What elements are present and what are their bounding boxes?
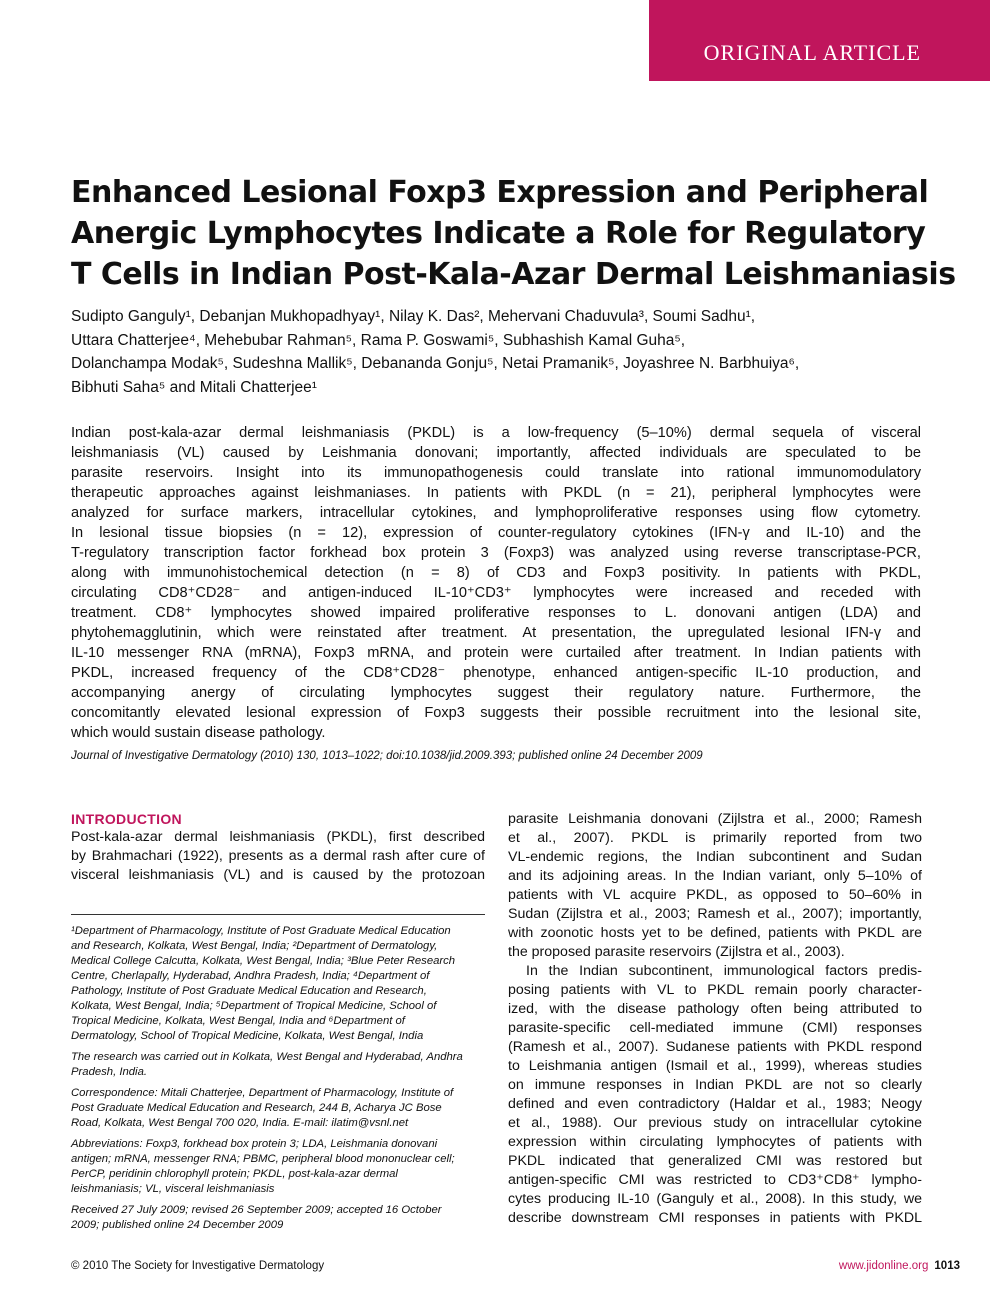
- footnote-line: Abbreviations: Foxp3, forkhead box protein 3; LDA, Leishmania donovani: [71, 1138, 438, 1150]
- body-line: et al., 2007). PKDL is primarily reported from two: [508, 830, 922, 846]
- article-title: [71, 172, 956, 295]
- footnote-line: Pradesh, India.: [71, 1066, 147, 1078]
- abstract-line: treatment. CD8⁺ lymphocytes showed impaired proliferative responses to L. donovani antigen (LDA) and: [71, 605, 921, 621]
- abstract-line: along with immunohistochemical detection (n = 8) of CD3 and Foxp3 positivity. In patients with PKDL,: [71, 565, 921, 581]
- abstract: [71, 423, 921, 743]
- footnote-line: 2009; published online 24 December 2009: [71, 1219, 284, 1231]
- body-line: with zoonotic hosts yet to be defined, patients with PKDL are: [508, 925, 922, 941]
- abstract-line: PKDL, increased frequency of the CD8⁺CD28⁻ phenotype, enhanced antigen-specific IL-10 production, and: [71, 665, 921, 681]
- article-type-label: ORIGINAL ARTICLE: [703, 40, 921, 65]
- abstract-line: analyzed for surface markers, intracellular cytokines, and lymphoproliferative responses using flow cytometry.: [71, 505, 921, 521]
- body-line: (Ramesh et al., 2007). Sudanese patients with PKDL respond: [508, 1039, 922, 1055]
- abstract-line: which would sustain disease pathology.: [71, 725, 326, 741]
- section-heading-introduction: INTRODUCTION: [71, 811, 182, 827]
- footnote-line: Tropical Medicine, Kolkata, West Bengal, India and ⁶Department of: [71, 1015, 405, 1027]
- body-line: defined and even contradictory (Haldar et al., 1983; Neogy: [508, 1096, 922, 1112]
- journal-citation: Journal of Investigative Dermatology (2010) 130, 1013–1022; doi:10.1038/jid.2009.393; published online 24 December 2009: [71, 750, 703, 762]
- body-line: antigen-specific CMI was restricted to CD3⁺CD8⁺ lympho-: [508, 1172, 922, 1188]
- footnote-line: Centre, Cherlapally, Hyderabad, Andhra Pradesh, India; ⁴Department of: [71, 970, 430, 982]
- title-line: T Cells in Indian Post-Kala-Azar Dermal Leishmaniasis: [71, 257, 956, 292]
- body-line: Sudan (Zijlstra et al., 2003; Ramesh et al., 2007); importantly,: [508, 906, 922, 922]
- body-line: cytes producing IL-10 (Ganguly et al., 2008). In this study, we: [508, 1191, 922, 1207]
- author-line: Bibhuti Saha⁵ and Mitali Chatterjee¹: [71, 378, 317, 396]
- footnote-divider: [71, 914, 485, 915]
- author-line: Sudipto Ganguly¹, Debanjan Mukhopadhyay¹, Nilay K. Das², Mehervani Chaduvula³, Soumi Sadhu¹,: [71, 308, 756, 325]
- journal-url-link[interactable]: www.jidonline.org: [838, 1260, 929, 1272]
- footnote-line: and Research, Kolkata, West Bengal, India; ²Department of Dermatology,: [71, 940, 438, 952]
- body-line: PKDL indicated that generalized CMI was restored but: [508, 1153, 922, 1169]
- footnote-line: Post Graduate Medical Education and Research, 244 B, Acharya JC Bose: [71, 1102, 442, 1114]
- body-line: to Leishmania antigen (Ismail et al., 1999), whereas studies: [508, 1058, 922, 1074]
- abstract-line: T-regulatory transcription factor forkhead box protein 3 (Foxp3) was analyzed using reverse transcriptase-PCR,: [71, 545, 921, 561]
- body-line: describe downstream CMI responses in patients with PKDL: [508, 1210, 922, 1226]
- abstract-line: In lesional tissue biopsies (n = 12), expression of counter-regulatory cytokines (IFN-γ and IL-10) and the: [71, 525, 921, 541]
- page-number: 1013: [934, 1260, 960, 1272]
- author-line: Uttara Chatterjee⁴, Mehebubar Rahman⁵, Rama P. Goswami⁵, Subhashish Kamal Guha⁵,: [71, 331, 686, 349]
- body-line: VL-endemic regions, the Indian subcontinent and Sudan: [508, 849, 922, 865]
- body-line: In the Indian subcontinent, immunological factors predis-: [526, 963, 922, 979]
- footnote-line: ¹Department of Pharmacology, Institute of Post Graduate Medical Education: [71, 925, 451, 937]
- footnotes: [71, 924, 485, 1233]
- body-line: Post-kala-azar dermal leishmaniasis (PKDL), first described: [71, 829, 485, 845]
- body-line: the proposed parasite reservoirs (Zijlstra et al., 2003).: [508, 944, 845, 960]
- footnote-line: Medical College Calcutta, Kolkata, West Bengal, India; ³Blue Peter Research: [71, 955, 456, 967]
- body-line: expression within circulating lymphocytes of patients with: [508, 1134, 922, 1150]
- title-line: Anergic Lymphocytes Indicate a Role for Regulatory: [71, 216, 926, 251]
- footnote-line: Received 27 July 2009; revised 26 September 2009; accepted 16 October: [71, 1204, 442, 1216]
- abstract-line: accompanying anergy of circulating lymphocytes suggest their regulatory nature. Furthermore, the: [71, 685, 921, 701]
- abstract-line: circulating CD8⁺CD28⁻ and antigen-induced IL-10⁺CD3⁺ lymphocytes were increased and receded with: [71, 585, 921, 601]
- footnote-line: Dermatology, School of Tropical Medicine, Kolkata, West Bengal, India: [71, 1030, 424, 1042]
- abstract-line: phytohemagglutinin, which were reinstated after treatment. At presentation, the upregulated lesional IFN-γ and: [71, 625, 921, 641]
- body-line: posing patients with VL to PKDL remain poorly character-: [508, 982, 922, 998]
- page-footer-right: [839, 1260, 960, 1272]
- footnote-line: Kolkata, West Bengal, India; ⁵Department of Tropical Medicine, School of: [71, 1000, 437, 1012]
- footnote-line: leishmaniasis; VL, visceral leishmaniasis: [71, 1183, 275, 1195]
- body-line: ized, with the disease pathology often being attributed to: [508, 1001, 922, 1017]
- abstract-line: Indian post-kala-azar dermal leishmaniasis (PKDL) is a low-frequency (5–10%) dermal sequela of visceral: [71, 425, 921, 441]
- author-list: [71, 305, 941, 399]
- article-type-banner: [649, 0, 990, 81]
- right-column-text: [508, 810, 922, 1228]
- left-column-text: [71, 828, 485, 885]
- body-line: and its adjoining areas. In the Indian variant, only 5–10% of: [508, 868, 922, 884]
- title-line: Enhanced Lesional Foxp3 Expression and Peripheral: [71, 175, 929, 210]
- abstract-line: concomitantly elevated lesional expression of Foxp3 suggests their possible recruitment into the lesional site,: [71, 705, 921, 721]
- body-line: et al., 1988). Our previous study on intracellular cytokine: [508, 1115, 922, 1131]
- author-line: Dolanchampa Modak⁵, Sudeshna Mallik⁵, Debananda Gonju⁵, Netai Pramanik⁵, Joyashree N. Barbhuiya⁶,: [71, 355, 800, 372]
- footnote-line: Pathology, Institute of Post Graduate Medical Education and Research,: [71, 985, 427, 997]
- abstract-line: IL-10 messenger RNA (mRNA), Foxp3 mRNA, and protein were curtailed after treatment. In Indian patients with: [71, 645, 921, 661]
- footnote-line: Correspondence: Mitali Chatterjee, Department of Pharmacology, Institute of: [71, 1087, 454, 1099]
- body-line: parasite-specific cell-mediated immune (CMI) responses: [508, 1020, 922, 1036]
- abstract-line: leishmaniasis (VL) caused by Leishmania donovani; importantly, affected individuals are speculated to be: [71, 445, 921, 461]
- abstract-line: therapeutic approaches against leishmaniases. In patients with PKDL (n = 21), peripheral lymphocytes were: [71, 485, 921, 501]
- footnote-line: antigen; mRNA, messenger RNA; PBMC, peripheral blood mononuclear cell;: [71, 1153, 455, 1165]
- body-line: on immune responses in Indian PKDL are not so clearly: [508, 1077, 922, 1093]
- footnote-line: Road, Kolkata, West Bengal 700 020, India. E-mail: ilatim@vsnl.net: [71, 1117, 409, 1129]
- body-line: by Brahmachari (1922), presents as a dermal rash after cure of: [71, 848, 485, 864]
- body-line: parasite Leishmania donovani (Zijlstra et al., 2000; Ramesh: [508, 811, 922, 827]
- abstract-line: parasite reservoirs. Insight into its immunopathogenesis could translate into rational immunomodulatory: [71, 465, 921, 481]
- footnote-line: PerCP, peridinin chlorophyll protein; PKDL, post-kala-azar dermal: [71, 1168, 398, 1180]
- copyright-notice: © 2010 The Society for Investigative Dermatology: [71, 1260, 325, 1272]
- body-line: patients with VL acquire PKDL, as opposed to 50–60% in: [508, 887, 922, 903]
- body-line: visceral leishmaniasis (VL) and is caused by the protozoan: [71, 867, 485, 883]
- footnote-line: The research was carried out in Kolkata, West Bengal and Hyderabad, Andhra: [71, 1051, 463, 1063]
